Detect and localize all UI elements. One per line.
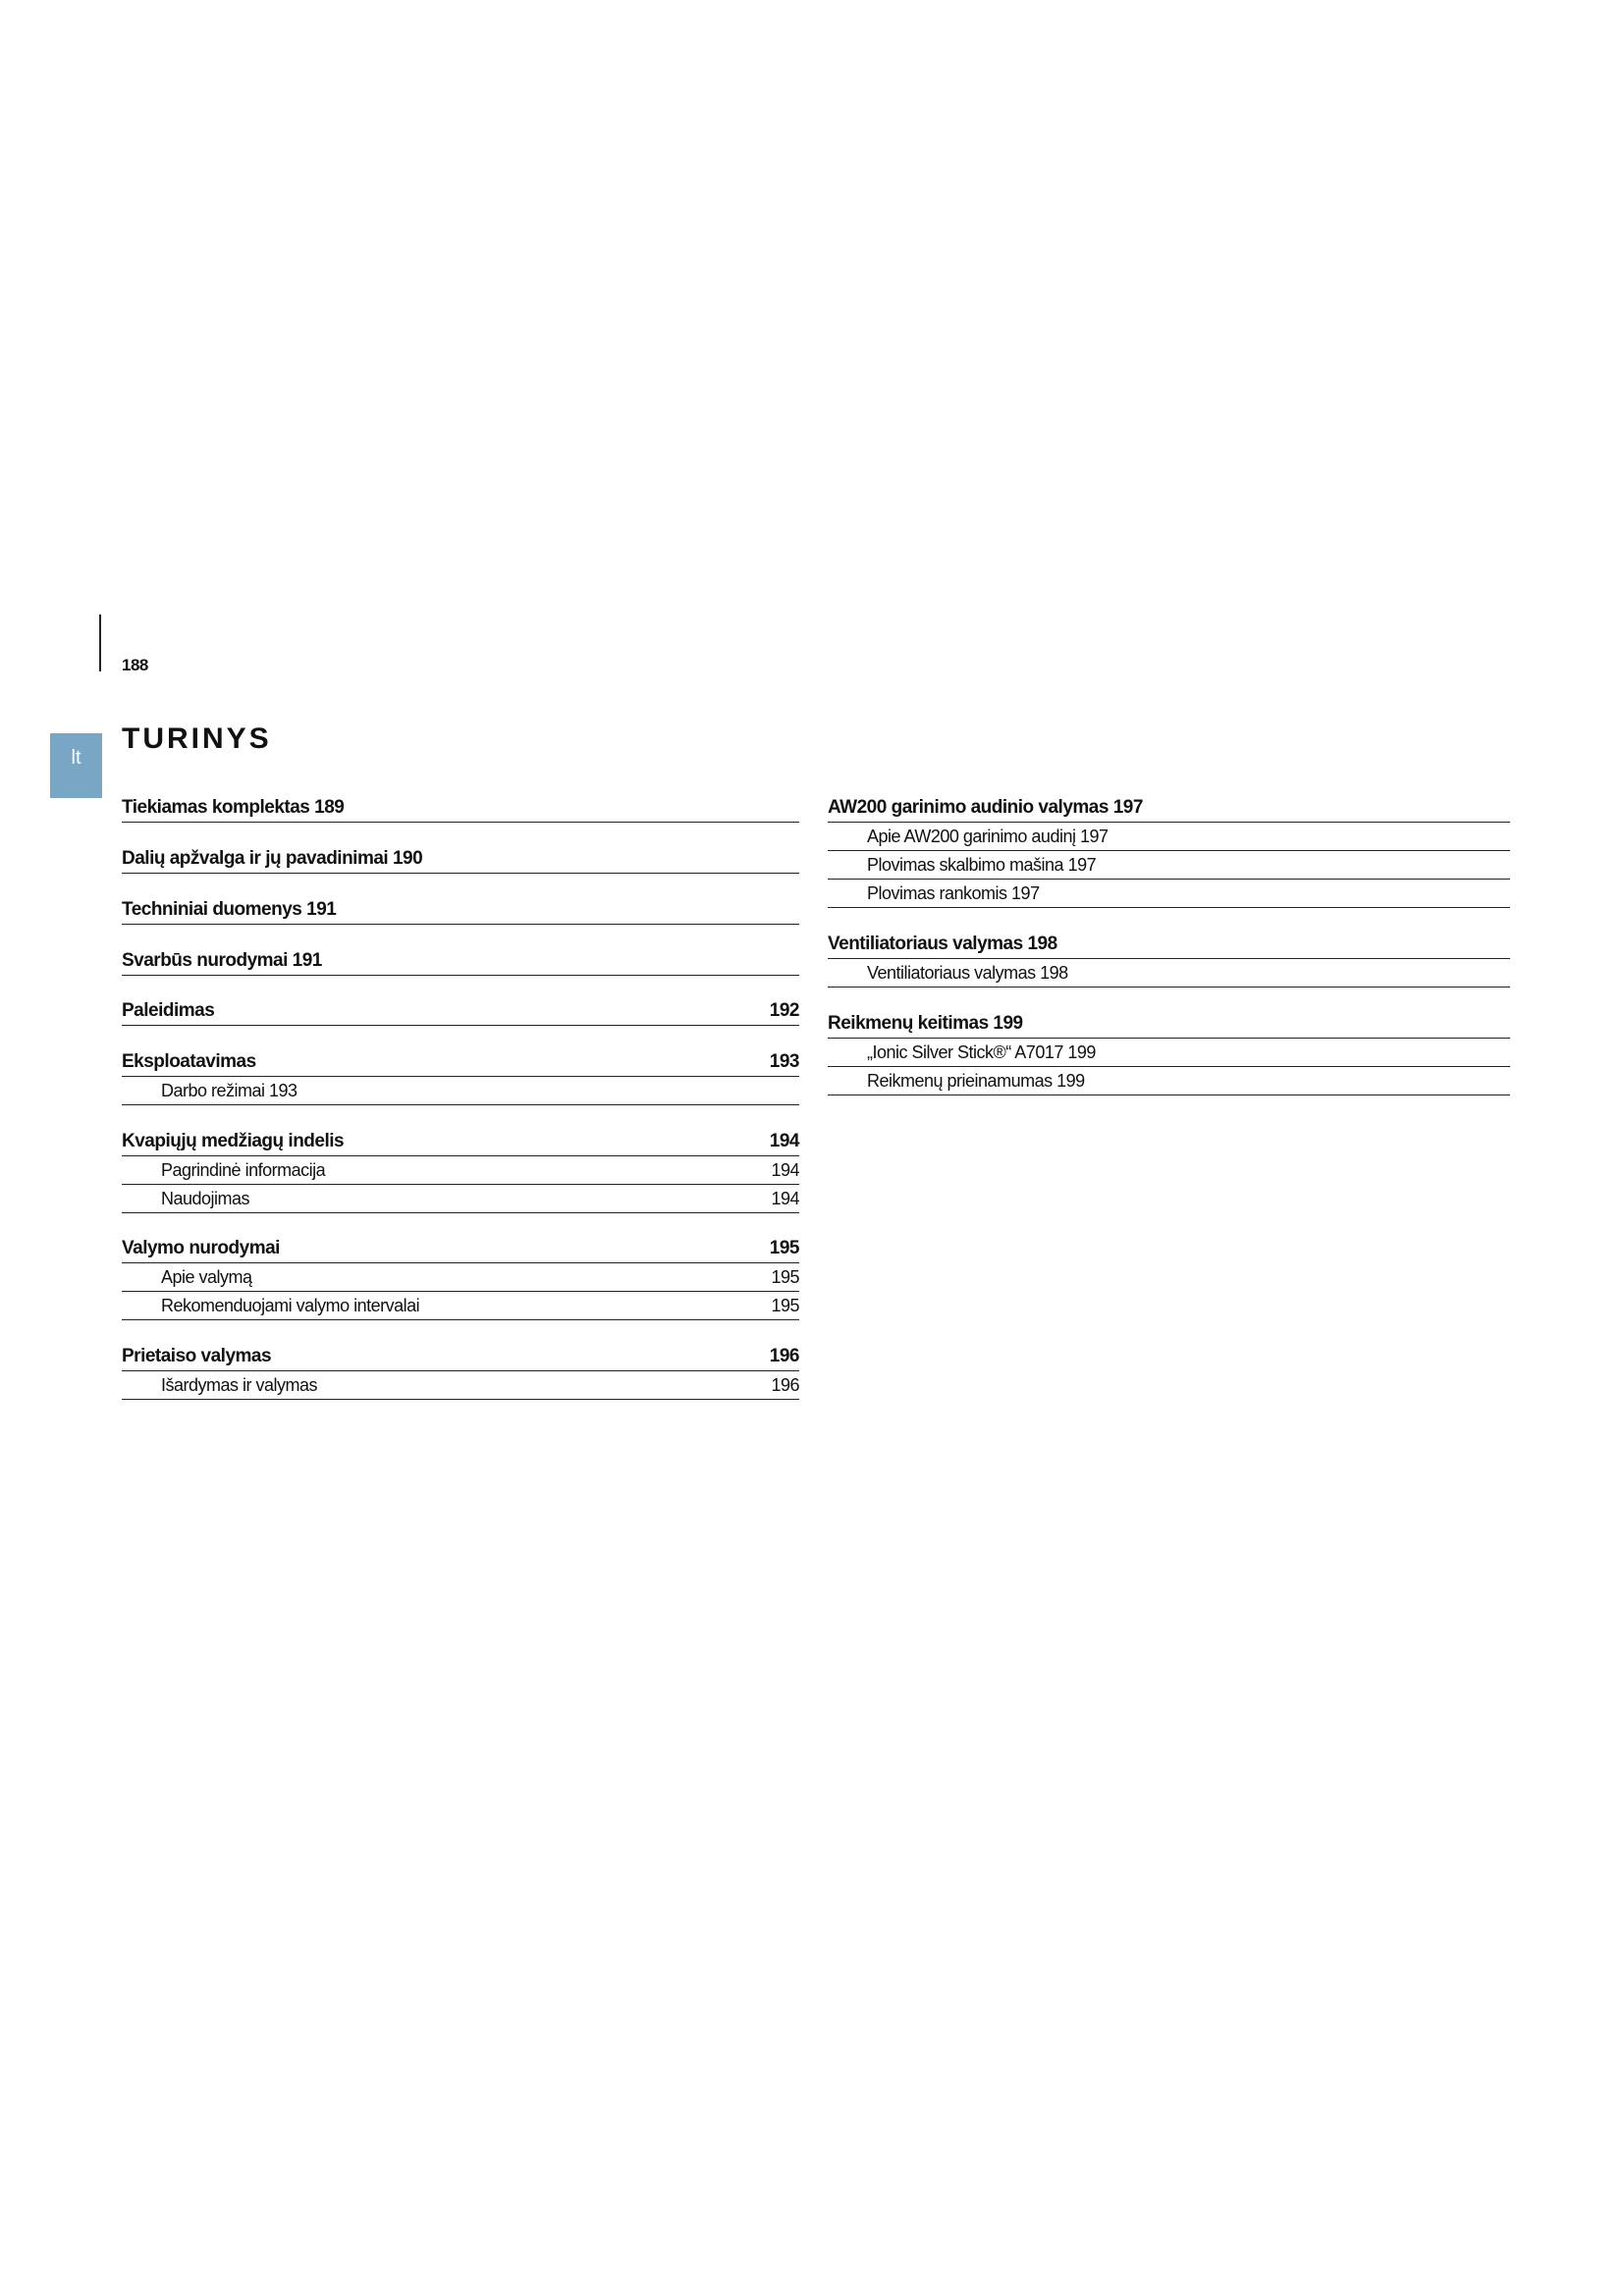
toc-entry-page: 195 [771,1267,799,1287]
toc-subentry [828,827,1510,851]
toc-entry-title: Techniniai duomenys 191 [122,899,337,920]
toc-entry-title: Apie AW200 garinimo audinį 197 [867,827,1109,846]
toc-entry-title: Reikmenų prieinamumas 199 [867,1071,1085,1091]
toc-subentry [122,1375,799,1400]
toc-subentry [828,1071,1510,1095]
toc-entry [122,796,799,823]
toc-entry-title: Ventiliatoriaus valymas 198 [867,963,1068,983]
toc-entry-title: Svarbūs nurodymai 191 [122,950,322,971]
toc-entry-title: Eksploatavimas [122,1051,256,1072]
toc-entry-title: Prietaiso valymas [122,1346,272,1366]
toc-subentry [828,883,1510,908]
toc-subentry [122,1267,799,1292]
toc-entry-page: 194 [771,1160,799,1180]
toc-entry-title: Kvapiųjų medžiagų indelis [122,1131,345,1151]
toc-entry-title: Plovimas skalbimo mašina 197 [867,855,1097,875]
toc-entry-title: Dalių apžvalga ir jų pavadinimai 190 [122,848,423,869]
margin-rule [99,614,101,671]
toc-entry-page: 195 [771,1296,799,1315]
toc-entry-title: Rekomenduojami valymo intervalai [161,1296,420,1315]
toc-entry-page: 195 [769,1238,799,1258]
toc-entry-title: Pagrindinė informacija [161,1160,326,1180]
toc-subentry [122,1160,799,1185]
toc-entry [122,999,799,1026]
toc-entry [828,1012,1510,1039]
page-number: 188 [122,656,148,674]
toc-subentry [122,1081,799,1105]
toc-entry-page: 194 [771,1189,799,1208]
toc-entry-title: Valymo nurodymai [122,1238,280,1258]
toc-subentry [828,855,1510,880]
toc-entry-page: 196 [771,1375,799,1395]
toc-entry [122,949,799,976]
toc-entry-page: 194 [769,1131,799,1151]
toc-entry-title: Reikmenų keitimas 199 [828,1013,1023,1034]
toc-entry-title: Tiekiamas komplektas 189 [122,797,345,818]
toc-entry-title: Paleidimas [122,1000,215,1021]
toc-entry-title: Darbo režimai 193 [161,1081,298,1100]
toc-entry [122,1130,799,1156]
toc-entry-page: 192 [769,1000,799,1021]
toc-entry [828,796,1510,823]
toc-entry-title: Plovimas rankomis 197 [867,883,1040,903]
toc-entry-page: 196 [769,1346,799,1366]
page-title: TURINYS [122,722,272,755]
toc-subentry [122,1189,799,1213]
language-tab: lt [50,733,102,798]
toc-entry-title: Išardymas ir valymas [161,1375,318,1395]
toc-entry-title: AW200 garinimo audinio valymas 197 [828,797,1143,818]
toc-entry-title: Naudojimas [161,1189,250,1208]
toc-subentry [828,1042,1510,1067]
toc-entry [828,933,1510,959]
toc-entry-page: 193 [769,1051,799,1072]
toc-entry-title: Ventiliatoriaus valymas 198 [828,934,1057,954]
toc-entry-title: Apie valymą [161,1267,252,1287]
toc-entry-title: „Ionic Silver Stick®“ A7017 199 [867,1042,1096,1062]
toc-entry [122,847,799,874]
toc-entry [122,1345,799,1371]
toc-subentry [122,1296,799,1320]
toc-entry [122,1237,799,1263]
toc-entry [122,898,799,925]
toc-subentry [828,963,1510,988]
toc-entry [122,1050,799,1077]
